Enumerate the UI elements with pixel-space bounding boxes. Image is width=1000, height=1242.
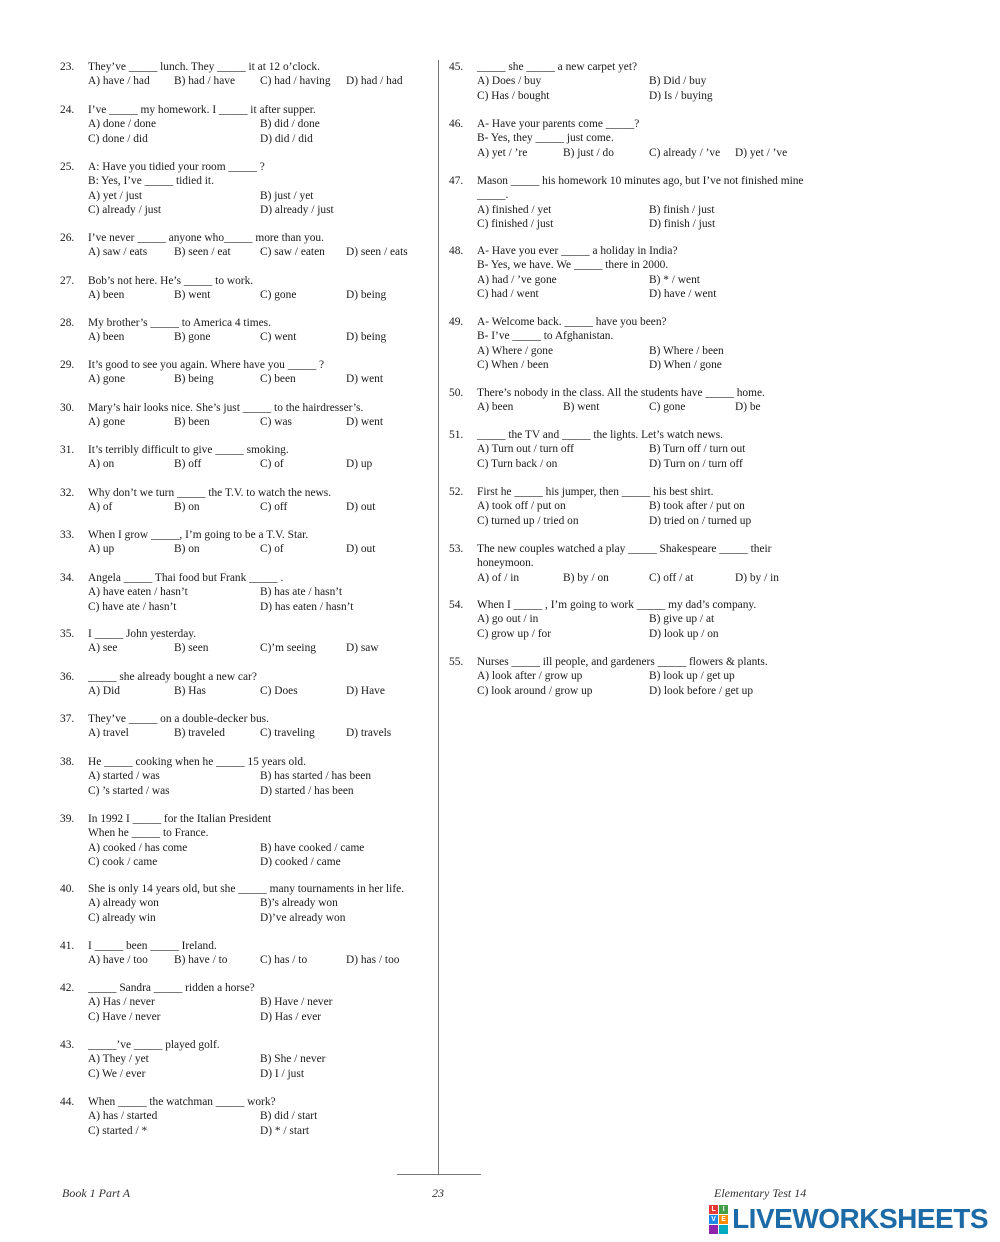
answer-option[interactable]: D) went [346,373,384,386]
answer-options [88,953,432,967]
answer-option[interactable]: C) gone [260,289,297,302]
question-35 [60,627,432,656]
question-number: 38. [60,756,75,768]
answer-option[interactable]: B) Did / buy [649,75,707,88]
answer-option[interactable]: D) finish / just [649,217,716,230]
answer-option[interactable]: C) look around / grow up [477,684,593,697]
answer-options [88,245,432,259]
answer-option[interactable]: D) went [346,416,384,429]
question-text: _____ Sandra _____ ridden a horse? [88,982,255,994]
question-text: She is only 14 years old, but she _____ many tournaments in her life. [88,883,405,895]
answer-option[interactable]: C) Has / bought [477,89,550,102]
question-number: 35. [60,628,75,640]
logo-mark-icon [709,1205,728,1234]
answer-option[interactable]: B) Turn off / turn out [649,443,746,456]
question-47 [449,174,821,231]
answer-option[interactable]: D) seen / eats [346,246,408,259]
question-number: 46. [449,118,464,130]
question-number: 36. [60,671,75,683]
question-text: _____’ve _____ played golf. [88,1039,220,1051]
logo-tile [719,1225,728,1234]
question-31 [60,443,432,472]
question-38 [60,755,432,798]
answer-option[interactable]: D) being [346,331,387,344]
question-44 [60,1095,432,1138]
question-number: 23. [60,61,75,73]
answer-option[interactable]: B) went [174,289,211,302]
question-text: A- Welcome back. _____ have you been? [477,316,667,328]
question-number: 39. [60,813,75,825]
logo-text: LIVEWORKSHEETS [732,1203,988,1234]
answer-option[interactable]: A) saw / eats [88,246,148,259]
answer-option[interactable]: B) Where / been [649,344,724,357]
question-24 [60,103,432,146]
answer-option[interactable]: C) done / did [88,132,148,145]
answer-option[interactable]: A) done / done [88,118,157,131]
answer-option[interactable]: A) took off / put on [477,500,566,513]
answer-option[interactable]: B) off [174,458,202,471]
answer-option[interactable]: D) tried on / turned up [649,514,752,527]
answer-option[interactable]: A) yet / just [88,189,143,202]
answer-option[interactable]: C) have ate / hasn’t [88,600,177,613]
answer-option[interactable]: C) was [260,416,292,429]
question-26 [60,231,432,260]
question-number: 28. [60,317,75,329]
question-number: 31. [60,444,75,456]
question-number: 48. [449,245,464,257]
answer-option[interactable]: C) We / ever [88,1067,146,1080]
question-text: _____ she _____ a new carpet yet? [477,61,638,73]
question-number: 42. [60,982,75,994]
question-text: _____ she already bought a new car? [88,671,257,683]
answer-options [88,330,432,344]
answer-option[interactable]: B) look up / get up [649,670,735,683]
answer-option[interactable]: D) started / has been [260,784,354,797]
question-48 [449,244,821,301]
answer-options [88,117,432,146]
answer-option[interactable]: B) has ate / hasn’t [260,586,343,599]
answer-option[interactable]: B) took after / put on [649,500,745,513]
answer-option[interactable]: C) Does [260,685,298,698]
answer-option[interactable]: C) Turn back / on [477,457,558,470]
answer-option[interactable]: D) yet / ’ve [735,146,788,159]
answer-options [477,499,821,528]
question-text: A- Have you ever _____ a holiday in India? [477,245,678,257]
answer-options [477,669,821,698]
answer-options [477,612,821,641]
question-number: 30. [60,402,75,414]
question-text: Why don’t we turn _____ the T.V. to watch the news. [88,487,332,499]
answer-option[interactable]: D) has / too [346,954,400,967]
question-text: A: Have you tidied your room _____ ? [88,161,265,173]
question-text: It’s good to see you again. Where have you _____ ? [88,359,325,371]
answer-option[interactable]: D) * / start [260,1124,310,1137]
question-number: 43. [60,1039,75,1051]
answer-option[interactable]: B) being [174,373,214,386]
answer-option[interactable]: B) give up / at [649,613,715,626]
answer-options [88,585,432,614]
answer-option[interactable]: D) Has / ever [260,1010,322,1023]
answer-option[interactable]: A) Does / buy [477,75,542,88]
footer-book-label: Book 1 Part A [62,1186,131,1200]
answer-option[interactable]: B) Has [174,685,206,698]
question-28 [60,316,432,345]
answer-options [88,841,432,870]
question-text: Bob’s not here. He’s _____ to work. [88,275,254,287]
logo-tile: V [709,1215,718,1224]
question-number: 49. [449,316,464,328]
answer-options [477,203,821,232]
logo-tile: I [719,1205,728,1214]
question-number: 33. [60,529,75,541]
question-text: They’ve _____ on a double-decker bus. [88,713,269,725]
question-text: First he _____ his jumper, then _____ his best shirt. [477,486,714,498]
question-number: 37. [60,713,75,725]
answer-option[interactable]: A) gone [88,373,126,386]
answer-options [88,769,432,798]
question-text: B- Yes, we have. We _____ there in 2000. [477,259,669,272]
answer-options [88,1052,432,1081]
question-text: Mason _____ his homework 10 minutes ago, but I’ve not finished mine _____. [477,175,804,202]
question-42 [60,981,432,1024]
answer-option[interactable]: A) cooked / has come [88,841,188,854]
answer-options [88,896,432,925]
answer-options [88,500,432,514]
answer-option[interactable]: A) travel [88,727,129,740]
question-40 [60,882,432,925]
question-33 [60,528,432,557]
question-number: 44. [60,1096,75,1108]
question-text: When I grow _____, I’m going to be a T.V. Star. [88,529,309,541]
question-45 [449,60,821,103]
question-text: When he _____ to France. [88,827,209,840]
question-text: The new couples watched a play _____ Shakespeare _____ their honeymoon. [477,543,772,570]
answer-option[interactable]: D) has eaten / hasn’t [260,600,354,613]
answer-option[interactable]: C) ’s started / was [88,784,170,797]
answer-option[interactable]: A) up [88,543,115,556]
question-text: It’s terribly difficult to give _____ smoking. [88,444,289,456]
question-29 [60,358,432,387]
answer-options [88,995,432,1024]
answer-option[interactable]: B) Have / never [260,996,333,1009]
answer-options [88,457,432,471]
logo-tile [709,1225,718,1234]
answer-option[interactable]: B) on [174,501,200,514]
answer-option[interactable]: D) look up / on [649,627,719,640]
answer-option[interactable]: C) gone [649,401,686,414]
answer-option[interactable]: C) Have / never [88,1010,161,1023]
answer-options [477,344,821,373]
answer-option[interactable]: D) already / just [260,203,334,216]
answer-option[interactable]: D)’ve already won [260,911,346,924]
answer-option[interactable]: B) finish / just [649,203,715,216]
answer-option[interactable]: C) turned up / tried on [477,514,579,527]
question-text: I’ve _____ my homework. I _____ it after supper. [88,104,316,116]
answer-option[interactable]: D) out [346,501,376,514]
answer-option[interactable]: A) have eaten / hasn’t [88,586,188,599]
liveworksheets-logo[interactable] [709,1203,988,1235]
question-text: He _____ cooking when he _____ 15 years old. [88,756,306,768]
answer-option[interactable]: A) Where / gone [477,344,554,357]
answer-option[interactable]: C) already / just [88,203,162,216]
question-50 [449,386,821,415]
answer-option[interactable]: D) look before / get up [649,684,754,697]
question-23 [60,60,432,89]
question-number: 50. [449,387,464,399]
question-number: 47. [449,175,464,187]
answer-option[interactable]: A) has / started [88,1110,158,1123]
question-number: 51. [449,429,464,441]
answer-options [88,372,432,386]
question-25 [60,160,432,217]
question-51 [449,428,821,471]
answer-option[interactable]: A) go out / in [477,613,539,626]
question-number: 27. [60,275,75,287]
answer-option[interactable]: D) cooked / came [260,855,341,868]
answer-option[interactable]: A) already won [88,897,159,910]
answer-option[interactable]: D) I / just [260,1067,304,1080]
answer-option[interactable]: D) did / did [260,132,313,145]
question-text: When I _____ , I’m going to work _____ my dad’s company. [477,599,757,611]
answer-option[interactable]: C) off [260,501,288,514]
answer-option[interactable]: B) traveled [174,727,225,740]
answer-option[interactable]: C) been [260,373,296,386]
question-number: 29. [60,359,75,371]
footer-test-label: Elementary Test 14 [714,1186,807,1200]
question-number: 25. [60,161,75,173]
answer-option[interactable]: C) had / went [477,287,539,300]
answer-option[interactable]: A) They / yet [88,1053,149,1066]
answer-option[interactable]: D) be [735,401,761,414]
question-36 [60,670,432,699]
question-number: 26. [60,232,75,244]
answer-option[interactable]: C) cook / came [88,855,158,868]
answer-option[interactable]: B) by / on [563,571,609,584]
question-text: _____ the TV and _____ the lights. Let’s watch news. [477,429,724,441]
answer-option[interactable]: B) She / never [260,1053,326,1066]
question-text: Mary’s hair looks nice. She’s just _____ to the hairdresser’s. [88,402,364,414]
answer-option[interactable]: D) saw [346,642,379,655]
answer-option[interactable]: A) have / had [88,75,150,88]
question-text: I _____ been _____ Ireland. [88,940,217,952]
answer-option[interactable]: C) of [260,543,284,556]
answer-option[interactable]: B) on [174,543,200,556]
answer-options [477,273,821,302]
answer-option[interactable]: A) started / was [88,770,160,783]
answer-option[interactable]: A) of / in [477,571,520,584]
answer-option[interactable]: A) Did [88,685,120,698]
answer-option[interactable]: B) gone [174,331,211,344]
question-number: 34. [60,572,75,584]
question-number: 53. [449,543,464,555]
answer-option[interactable]: C) has / to [260,954,308,967]
answer-option[interactable]: D) being [346,289,387,302]
answer-option[interactable]: D) by / in [735,571,779,584]
answer-option[interactable]: C) off / at [649,571,694,584]
question-46 [449,117,821,160]
answer-option[interactable]: B) has started / has been [260,770,372,783]
answer-option[interactable]: C) went [260,331,297,344]
answer-options [88,684,432,698]
answer-option[interactable]: D) had / had [346,75,403,88]
answer-option[interactable]: A) been [88,331,125,344]
answer-option[interactable]: C)’m seeing [260,642,316,655]
answer-option[interactable]: B) went [563,401,600,414]
page-number: 23 [432,1186,444,1200]
question-number: 24. [60,104,75,116]
answer-option[interactable]: A) see [88,642,118,655]
answer-option[interactable]: C) already / ’ve [649,146,721,159]
answer-option[interactable]: A) look after / grow up [477,670,583,683]
question-39 [60,812,432,869]
answer-options [477,146,821,160]
answer-option[interactable]: D) out [346,543,376,556]
answer-option[interactable]: D) travels [346,727,392,740]
answer-option[interactable]: D) have / went [649,287,717,300]
answer-option[interactable]: B) had / have [174,75,236,88]
question-text: In 1992 I _____ for the Italian President [88,813,272,825]
answer-option[interactable]: B)’s already won [260,897,338,910]
question-text: When _____ the watchman _____ work? [88,1096,276,1108]
answer-options [88,726,432,740]
answer-option[interactable]: D) Turn on / turn off [649,457,743,470]
question-53 [449,542,821,585]
answer-option[interactable]: D) up [346,458,373,471]
question-text: Nurses _____ ill people, and gardeners _____ flowers & plants. [477,656,768,668]
answer-option[interactable]: C) already win [88,911,156,924]
answer-option[interactable]: B) seen [174,642,209,655]
answer-option[interactable]: A) yet / ’re [477,146,528,159]
answer-option[interactable]: B) did / done [260,118,320,131]
question-text: There’s nobody in the class. All the students have _____ home. [477,387,765,399]
answer-option[interactable]: A) Turn out / turn off [477,443,574,456]
answer-option[interactable]: B) * / went [649,273,700,286]
question-55 [449,655,821,698]
answer-options [88,74,432,88]
question-number: 55. [449,656,464,668]
answer-options [477,442,821,471]
question-49 [449,315,821,372]
answer-options [477,400,821,414]
question-32 [60,486,432,515]
question-number: 40. [60,883,75,895]
answer-option[interactable]: C) grow up / for [477,627,552,640]
footer-divider [397,1174,481,1175]
answer-options [477,74,821,103]
answer-options [88,1109,432,1138]
answer-option[interactable]: C) finished / just [477,217,554,230]
question-27 [60,274,432,303]
question-30 [60,401,432,430]
question-54 [449,598,821,641]
answer-options [88,189,432,218]
question-number: 32. [60,487,75,499]
logo-tile: E [719,1215,728,1224]
answer-options [88,415,432,429]
answer-option[interactable]: C) started / * [88,1124,148,1137]
answer-option[interactable]: D) Is / buying [649,89,713,102]
logo-tile: L [709,1205,718,1214]
question-text: I _____ John yesterday. [88,628,197,640]
question-37 [60,712,432,741]
answer-option[interactable]: C) traveling [260,727,315,740]
question-41 [60,939,432,968]
question-number: 41. [60,940,75,952]
answer-options [477,571,821,585]
answer-option[interactable]: B) seen / eat [174,246,231,259]
question-text: A- Have your parents come _____? [477,118,640,130]
answer-option[interactable]: B) have / to [174,954,228,967]
answer-option[interactable]: C) When / been [477,358,549,371]
answer-option[interactable]: B) been [174,416,210,429]
answer-option[interactable]: D) When / gone [649,358,722,371]
answer-option[interactable]: C) of [260,458,284,471]
answer-option[interactable]: A) gone [88,416,126,429]
question-text: My brother’s _____ to America 4 times. [88,317,271,329]
answer-option[interactable]: A) been [477,401,514,414]
answer-option[interactable]: A) on [88,458,115,471]
question-text: They’ve _____ lunch. They _____ it at 12 o’clock. [88,61,320,73]
answer-option[interactable]: A) had / ’ve gone [477,273,557,286]
question-34 [60,571,432,614]
question-text: B: Yes, I’ve _____ tidied it. [88,175,214,188]
answer-option[interactable]: A) have / too [88,954,148,967]
question-52 [449,485,821,528]
answer-option[interactable]: B) did / start [260,1110,318,1123]
answer-options [88,641,432,655]
answer-option[interactable]: C) saw / eaten [260,246,325,259]
answer-option[interactable]: A) finished / yet [477,203,552,216]
question-text: B- Yes, they _____ just come. [477,132,614,145]
answer-option[interactable]: B) just / yet [260,189,314,202]
answer-option[interactable]: B) have cooked / came [260,841,365,854]
question-text: I’ve never _____ anyone who_____ more than you. [88,232,324,244]
answer-options [88,542,432,556]
question-number: 45. [449,61,464,73]
question-43 [60,1038,432,1081]
question-number: 52. [449,486,464,498]
question-text: Angela _____ Thai food but Frank _____ . [88,572,284,584]
answer-option[interactable]: B) just / do [563,146,614,159]
answer-option[interactable]: A) of [88,501,113,514]
question-text: B- I’ve _____ to Afghanistan. [477,330,614,343]
question-number: 54. [449,599,464,611]
column-divider [438,60,439,1174]
answer-option[interactable]: A) been [88,289,125,302]
answer-options [88,288,432,302]
answer-option[interactable]: C) had / having [260,75,331,88]
answer-option[interactable]: A) Has / never [88,996,155,1009]
answer-option[interactable]: D) Have [346,685,385,698]
